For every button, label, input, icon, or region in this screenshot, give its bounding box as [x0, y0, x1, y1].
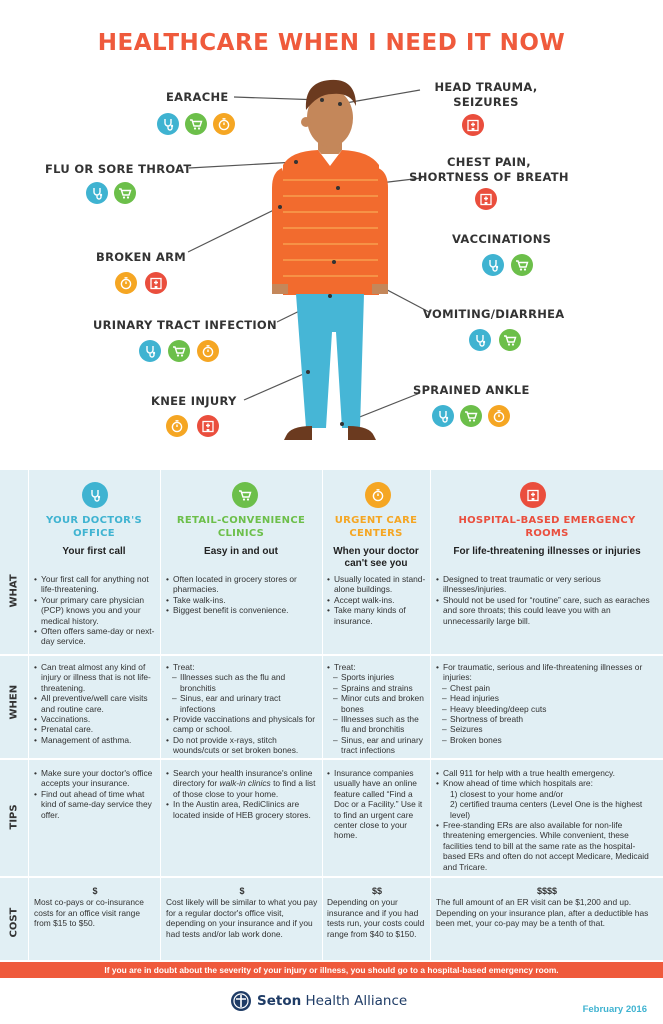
row-label-tips: TIPS [8, 804, 20, 830]
warning-banner: If you are in doubt about the severity of your injury or illness, you should go to a hospital-based emergency room. [0, 962, 663, 978]
condition-chest-pain: CHEST PAIN, SHORTNESS OF BREATH [409, 155, 569, 184]
shopping-cart-icon [499, 329, 521, 351]
condition-broken-arm: BROKEN ARM [96, 250, 186, 264]
subtitle-retail: Easy in and out [204, 546, 278, 557]
condition-vomiting: VOMITING/DIARRHEA [423, 307, 565, 321]
shopping-cart-icon [168, 340, 190, 362]
subtitle-urgent: When your doctor can't see you [333, 546, 419, 569]
stopwatch-icon [115, 272, 137, 294]
shopping-cart-icon [114, 182, 136, 204]
seton-logo: Seton Health Alliance [230, 990, 407, 1012]
row-label-when: WHEN [8, 684, 20, 720]
row-label-what: WHAT [8, 574, 20, 608]
row-label-cost: COST [8, 907, 20, 938]
tips-er: • Call 911 for help with a true health emergency. • Know ahead of time which hospitals are: 1) closest to your home and/or 2) certified trauma centers (Level One is the highest level) • Free-standing ERs are also available for non-life threatening emergencies. While convenient, these facilities tend to bill at the same rate as the hospital-based ERs and often do not accept Medicare, Medicaid and Tricare. [436, 768, 658, 872]
stethoscope-icon [482, 254, 504, 276]
condition-knee-injury: KNEE INJURY [151, 394, 237, 408]
stopwatch-icon [488, 405, 510, 427]
hospital-icon [197, 415, 219, 437]
hospital-icon [475, 188, 497, 210]
column-heading-urgent: URGENT CARE CENTERS [334, 515, 418, 539]
cost-retail: $ Cost likely will be similar to what you pay for a regular doctor's office visit, depending on your insurance and if you had tests and/or lab work done. [166, 886, 318, 939]
column-heading-doctor: YOUR DOCTOR'S OFFICE [45, 515, 142, 539]
tips-retail: • Search your health insurance's online directory for walk-in clinics to find a list of those close to your home. • In the Austin area, RediClinics are located inside of HEB grocery stores. [166, 768, 318, 820]
stethoscope-icon [86, 182, 108, 204]
column-heading-retail: RETAIL-CONVENIENCE CLINICS [176, 515, 306, 539]
cost-er: $$$$ The full amount of an ER visit can be $1,200 and up. Depending on your insurance plan, after a deductible has been met, your co-pay may be a tenth of that. [436, 886, 649, 929]
person-illustration [0, 0, 663, 460]
shopping-cart-icon [511, 254, 533, 276]
condition-earache: EARACHE [166, 90, 229, 104]
what-retail: • Often located in grocery stores or pharmacies. • Take walk-ins. • Biggest benefit is convenience. [166, 574, 318, 616]
when-urgent: • Treat: – Sports injuries – Sprains and strains – Minor cuts and broken bones – Illnesses such as the flu and bronchitis – Sinus, ear and urinary tract infections [327, 662, 427, 756]
shopping-cart-icon [460, 405, 482, 427]
stopwatch-icon [166, 415, 188, 437]
shopping-cart-icon [185, 113, 207, 135]
condition-uti: URINARY TRACT INFECTION [93, 318, 277, 332]
column-heading-er: HOSPITAL-BASED EMERGENCY ROOMS [458, 515, 636, 539]
hospital-icon [520, 482, 546, 508]
condition-head-trauma: HEAD TRAUMA, SEIZURES [434, 80, 538, 109]
what-er: • Designed to treat traumatic or very serious illnesses/injuries. • Should not be used for “routine” care, such as earaches and sore throats; this could leave you with an unnecessarily large bill. [436, 574, 658, 626]
condition-flu: FLU OR SORE THROAT [45, 162, 192, 176]
stopwatch-icon [213, 113, 235, 135]
stethoscope-icon [432, 405, 454, 427]
cost-urgent: $$ Depending on your insurance and if you had tests run, your costs could range from $40 to $150. [327, 886, 425, 939]
condition-vaccinations: VACCINATIONS [452, 232, 552, 246]
when-er: • For traumatic, serious and life-threatening illnesses or injuries: – Chest pain – Head injuries – Heavy bleeding/deep cuts – Shortness of breath – Seizures – Broken bones [436, 662, 658, 745]
subtitle-doctor: Your first call [62, 546, 126, 557]
cost-doctor: $ Most co-pays or co-insurance costs for an office visit range from $15 to $50. [34, 886, 144, 929]
when-doctor: • Can treat almost any kind of injury or illness that is not life-threatening. • All preventive/well care visits and routine care. • Vaccinations. • Prenatal care. • Management of asthma. [34, 662, 156, 745]
what-urgent: • Usually located in stand-alone buildings. • Accept walk-ins. • Take many kinds of insurance. [327, 574, 427, 626]
stethoscope-icon [157, 113, 179, 135]
seton-emblem-icon [230, 990, 252, 1012]
when-retail: • Treat: – Illnesses such as the flu and bronchitis – Sinus, ear and urinary tract infections • Provide vaccinations and physicals for camp or school. • Do not provide x-rays, stitch wounds/cuts or set broken bones. [166, 662, 318, 756]
hospital-icon [145, 272, 167, 294]
hospital-icon [462, 114, 484, 136]
tips-urgent: • Insurance companies usually have an online feature called “Find a Doc or a Facility.” Use it to find an urgent care center close to your home. [327, 768, 427, 841]
stethoscope-icon [469, 329, 491, 351]
stopwatch-icon [365, 482, 391, 508]
stethoscope-icon [139, 340, 161, 362]
condition-sprained-ankle: SPRAINED ANKLE [413, 383, 530, 397]
stopwatch-icon [197, 340, 219, 362]
comparison-table [0, 470, 663, 960]
page-title: HEALTHCARE WHEN I NEED IT NOW [97, 30, 566, 56]
shopping-cart-icon [232, 482, 258, 508]
stethoscope-icon [82, 482, 108, 508]
publication-date: February 2016 [582, 1004, 647, 1015]
tips-doctor: • Make sure your doctor's office accepts your insurance. • Find out ahead of time what kind of same-day service they offer. [34, 768, 156, 820]
what-doctor: • Your first call for anything not life-threatening. • Your primary care physician (PCP) knows you and your medical history. • Often offers same-day or next-day service. [34, 574, 156, 647]
subtitle-er: For life-threatening illnesses or injuries [453, 546, 641, 557]
